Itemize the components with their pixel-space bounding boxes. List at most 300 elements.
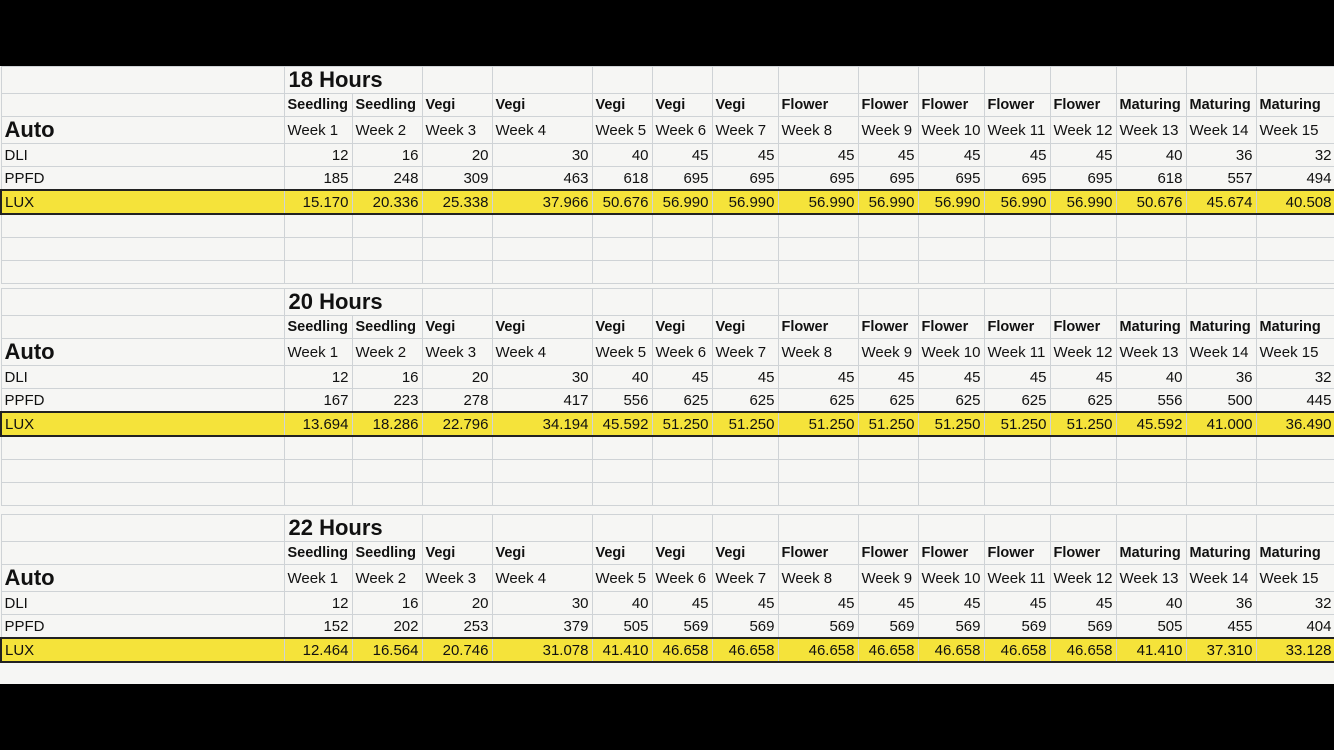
phase-label[interactable]: Maturing <box>1186 542 1256 565</box>
ppfd-value[interactable]: 625 <box>652 389 712 413</box>
dli-value[interactable]: 16 <box>352 366 422 389</box>
empty-cell[interactable] <box>858 238 918 261</box>
empty-cell[interactable] <box>984 483 1050 506</box>
week-label[interactable]: Week 9 <box>858 117 918 144</box>
ppfd-value[interactable]: 494 <box>1256 167 1334 191</box>
phase-label[interactable]: Vegi <box>422 94 492 117</box>
empty-cell[interactable] <box>918 67 984 94</box>
week-label[interactable]: Week 14 <box>1186 117 1256 144</box>
empty-cell[interactable] <box>492 261 592 284</box>
week-label[interactable]: Week 3 <box>422 339 492 366</box>
empty-cell[interactable] <box>778 238 858 261</box>
empty-cell[interactable] <box>858 261 918 284</box>
phase-label[interactable]: Vegi <box>422 542 492 565</box>
table-title[interactable]: 22 Hours <box>284 515 422 542</box>
week-label[interactable]: Week 14 <box>1186 339 1256 366</box>
empty-cell[interactable] <box>984 261 1050 284</box>
empty-cell[interactable] <box>592 515 652 542</box>
phase-label[interactable]: Vegi <box>422 316 492 339</box>
empty-cell[interactable] <box>352 436 422 460</box>
empty-cell[interactable] <box>858 289 918 316</box>
lux-value[interactable]: 51.250 <box>1050 412 1116 436</box>
dli-label[interactable]: DLI <box>1 592 284 615</box>
empty-cell[interactable] <box>1 238 284 261</box>
empty-cell[interactable] <box>858 436 918 460</box>
dli-label[interactable]: DLI <box>1 366 284 389</box>
week-label[interactable]: Week 5 <box>592 339 652 366</box>
empty-cell[interactable] <box>778 67 858 94</box>
empty-cell[interactable] <box>1050 483 1116 506</box>
ppfd-value[interactable]: 625 <box>712 389 778 413</box>
week-label[interactable]: Week 10 <box>918 117 984 144</box>
empty-cell[interactable] <box>712 483 778 506</box>
empty-cell[interactable] <box>652 238 712 261</box>
empty-cell[interactable] <box>1 436 284 460</box>
ppfd-value[interactable]: 505 <box>592 615 652 639</box>
empty-cell[interactable] <box>712 67 778 94</box>
empty-cell[interactable] <box>1256 238 1334 261</box>
empty-cell[interactable] <box>1 316 284 339</box>
ppfd-value[interactable]: 202 <box>352 615 422 639</box>
phase-label[interactable]: Flower <box>918 542 984 565</box>
phase-label[interactable]: Flower <box>858 316 918 339</box>
ppfd-value[interactable]: 505 <box>1116 615 1186 639</box>
week-label[interactable]: Week 15 <box>1256 117 1334 144</box>
empty-cell[interactable] <box>1186 238 1256 261</box>
phase-label[interactable]: Maturing <box>1186 316 1256 339</box>
empty-cell[interactable] <box>984 289 1050 316</box>
empty-cell[interactable] <box>778 483 858 506</box>
dli-value[interactable]: 20 <box>422 592 492 615</box>
lux-value[interactable]: 13.694 <box>284 412 352 436</box>
lux-value[interactable]: 18.286 <box>352 412 422 436</box>
empty-cell[interactable] <box>652 214 712 238</box>
empty-cell[interactable] <box>918 483 984 506</box>
ppfd-value[interactable]: 695 <box>858 167 918 191</box>
empty-cell[interactable] <box>492 214 592 238</box>
week-label[interactable]: Week 7 <box>712 339 778 366</box>
empty-cell[interactable] <box>984 238 1050 261</box>
ppfd-value[interactable]: 152 <box>284 615 352 639</box>
phase-label[interactable]: Maturing <box>1256 542 1334 565</box>
phase-label[interactable]: Flower <box>984 94 1050 117</box>
lux-value[interactable]: 46.658 <box>918 638 984 662</box>
empty-cell[interactable] <box>1186 483 1256 506</box>
empty-cell[interactable] <box>918 261 984 284</box>
ppfd-value[interactable]: 569 <box>652 615 712 639</box>
empty-cell[interactable] <box>778 436 858 460</box>
dli-value[interactable]: 45 <box>778 592 858 615</box>
empty-cell[interactable] <box>1050 214 1116 238</box>
dli-value[interactable]: 45 <box>712 144 778 167</box>
empty-cell[interactable] <box>858 460 918 483</box>
week-label[interactable]: Week 14 <box>1186 565 1256 592</box>
phase-label[interactable]: Vegi <box>712 316 778 339</box>
table-title[interactable]: 20 Hours <box>284 289 422 316</box>
empty-cell[interactable] <box>592 436 652 460</box>
phase-label[interactable]: Flower <box>858 542 918 565</box>
empty-cell[interactable] <box>1256 436 1334 460</box>
empty-cell[interactable] <box>1 261 284 284</box>
auto-label[interactable]: Auto <box>1 117 284 144</box>
lux-label[interactable]: LUX <box>1 190 284 214</box>
empty-cell[interactable] <box>1186 515 1256 542</box>
empty-cell[interactable] <box>284 214 352 238</box>
empty-cell[interactable] <box>712 460 778 483</box>
ppfd-value[interactable]: 167 <box>284 389 352 413</box>
week-label[interactable]: Week 1 <box>284 565 352 592</box>
phase-label[interactable]: Flower <box>778 94 858 117</box>
ppfd-value[interactable]: 248 <box>352 167 422 191</box>
lux-label[interactable]: LUX <box>1 638 284 662</box>
empty-cell[interactable] <box>712 214 778 238</box>
empty-cell[interactable] <box>592 460 652 483</box>
empty-cell[interactable] <box>918 238 984 261</box>
empty-cell[interactable] <box>652 515 712 542</box>
empty-cell[interactable] <box>918 289 984 316</box>
empty-cell[interactable] <box>592 261 652 284</box>
empty-cell[interactable] <box>1116 515 1186 542</box>
week-label[interactable]: Week 6 <box>652 339 712 366</box>
lux-value[interactable]: 22.796 <box>422 412 492 436</box>
week-label[interactable]: Week 1 <box>284 117 352 144</box>
lux-value[interactable]: 12.464 <box>284 638 352 662</box>
empty-cell[interactable] <box>1186 214 1256 238</box>
ppfd-value[interactable]: 618 <box>1116 167 1186 191</box>
lux-value[interactable]: 46.658 <box>652 638 712 662</box>
week-label[interactable]: Week 12 <box>1050 565 1116 592</box>
dli-value[interactable]: 30 <box>492 592 592 615</box>
empty-cell[interactable] <box>592 67 652 94</box>
dli-value[interactable]: 36 <box>1186 366 1256 389</box>
week-label[interactable]: Week 8 <box>778 339 858 366</box>
empty-cell[interactable] <box>352 238 422 261</box>
empty-cell[interactable] <box>984 67 1050 94</box>
lux-value[interactable]: 36.490 <box>1256 412 1334 436</box>
phase-label[interactable]: Maturing <box>1256 94 1334 117</box>
empty-cell[interactable] <box>1256 460 1334 483</box>
empty-cell[interactable] <box>352 460 422 483</box>
dli-value[interactable]: 20 <box>422 144 492 167</box>
ppfd-value[interactable]: 309 <box>422 167 492 191</box>
dli-value[interactable]: 45 <box>778 366 858 389</box>
phase-label[interactable]: Maturing <box>1256 316 1334 339</box>
empty-cell[interactable] <box>712 238 778 261</box>
empty-cell[interactable] <box>1050 515 1116 542</box>
dli-value[interactable]: 12 <box>284 144 352 167</box>
lux-value[interactable]: 46.658 <box>778 638 858 662</box>
empty-cell[interactable] <box>1116 483 1186 506</box>
week-label[interactable]: Week 13 <box>1116 117 1186 144</box>
ppfd-value[interactable]: 417 <box>492 389 592 413</box>
empty-cell[interactable] <box>1 94 284 117</box>
dli-value[interactable]: 32 <box>1256 366 1334 389</box>
lux-value[interactable]: 56.990 <box>778 190 858 214</box>
empty-cell[interactable] <box>1256 214 1334 238</box>
ppfd-value[interactable]: 404 <box>1256 615 1334 639</box>
ppfd-value[interactable]: 253 <box>422 615 492 639</box>
empty-cell[interactable] <box>422 67 492 94</box>
week-label[interactable]: Week 7 <box>712 565 778 592</box>
dli-value[interactable]: 30 <box>492 366 592 389</box>
ppfd-value[interactable]: 569 <box>778 615 858 639</box>
ppfd-value[interactable]: 500 <box>1186 389 1256 413</box>
week-label[interactable]: Week 4 <box>492 117 592 144</box>
empty-cell[interactable] <box>858 515 918 542</box>
empty-cell[interactable] <box>1186 436 1256 460</box>
phase-label[interactable]: Seedling <box>284 542 352 565</box>
phase-label[interactable]: Vegi <box>592 542 652 565</box>
phase-label[interactable]: Flower <box>918 94 984 117</box>
empty-cell[interactable] <box>352 483 422 506</box>
empty-cell[interactable] <box>712 289 778 316</box>
week-label[interactable]: Week 9 <box>858 565 918 592</box>
empty-cell[interactable] <box>778 261 858 284</box>
week-label[interactable]: Week 15 <box>1256 339 1334 366</box>
phase-label[interactable]: Vegi <box>492 94 592 117</box>
lux-value[interactable]: 46.658 <box>1050 638 1116 662</box>
lux-value[interactable]: 41.410 <box>592 638 652 662</box>
phase-label[interactable]: Flower <box>1050 542 1116 565</box>
phase-label[interactable]: Maturing <box>1186 94 1256 117</box>
empty-cell[interactable] <box>1050 261 1116 284</box>
dli-value[interactable]: 30 <box>492 144 592 167</box>
phase-label[interactable]: Flower <box>778 316 858 339</box>
empty-cell[interactable] <box>1 542 284 565</box>
empty-cell[interactable] <box>652 436 712 460</box>
dli-label[interactable]: DLI <box>1 144 284 167</box>
week-label[interactable]: Week 2 <box>352 117 422 144</box>
empty-cell[interactable] <box>592 238 652 261</box>
ppfd-value[interactable]: 625 <box>778 389 858 413</box>
empty-cell[interactable] <box>1116 238 1186 261</box>
empty-cell[interactable] <box>1186 460 1256 483</box>
empty-cell[interactable] <box>1 515 284 542</box>
dli-value[interactable]: 12 <box>284 366 352 389</box>
dli-value[interactable]: 45 <box>858 366 918 389</box>
dli-value[interactable]: 45 <box>1050 144 1116 167</box>
week-label[interactable]: Week 13 <box>1116 565 1186 592</box>
dli-value[interactable]: 36 <box>1186 592 1256 615</box>
lux-value[interactable]: 37.310 <box>1186 638 1256 662</box>
dli-value[interactable]: 45 <box>1050 366 1116 389</box>
ppfd-value[interactable]: 569 <box>984 615 1050 639</box>
dli-value[interactable]: 16 <box>352 592 422 615</box>
empty-cell[interactable] <box>778 460 858 483</box>
empty-cell[interactable] <box>284 436 352 460</box>
week-label[interactable]: Week 8 <box>778 565 858 592</box>
empty-cell[interactable] <box>1256 515 1334 542</box>
ppfd-label[interactable]: PPFD <box>1 615 284 639</box>
ppfd-value[interactable]: 556 <box>1116 389 1186 413</box>
empty-cell[interactable] <box>422 436 492 460</box>
lux-value[interactable]: 56.990 <box>858 190 918 214</box>
ppfd-value[interactable]: 379 <box>492 615 592 639</box>
empty-cell[interactable] <box>284 460 352 483</box>
empty-cell[interactable] <box>652 289 712 316</box>
lux-value[interactable]: 16.564 <box>352 638 422 662</box>
empty-cell[interactable] <box>778 515 858 542</box>
lux-value[interactable]: 41.000 <box>1186 412 1256 436</box>
empty-cell[interactable] <box>1186 261 1256 284</box>
week-label[interactable]: Week 4 <box>492 565 592 592</box>
dli-value[interactable]: 45 <box>652 366 712 389</box>
ppfd-value[interactable]: 556 <box>592 389 652 413</box>
ppfd-label[interactable]: PPFD <box>1 389 284 413</box>
empty-cell[interactable] <box>492 483 592 506</box>
lux-value[interactable]: 45.592 <box>592 412 652 436</box>
empty-cell[interactable] <box>492 436 592 460</box>
empty-cell[interactable] <box>858 483 918 506</box>
lux-value[interactable]: 37.966 <box>492 190 592 214</box>
lux-value[interactable]: 45.674 <box>1186 190 1256 214</box>
empty-cell[interactable] <box>918 515 984 542</box>
empty-cell[interactable] <box>1050 289 1116 316</box>
ppfd-value[interactable]: 695 <box>984 167 1050 191</box>
dli-value[interactable]: 40 <box>592 144 652 167</box>
dli-value[interactable]: 45 <box>858 592 918 615</box>
ppfd-value[interactable]: 695 <box>778 167 858 191</box>
week-label[interactable]: Week 3 <box>422 117 492 144</box>
phase-label[interactable]: Flower <box>778 542 858 565</box>
empty-cell[interactable] <box>1116 436 1186 460</box>
ppfd-value[interactable]: 278 <box>422 389 492 413</box>
ppfd-value[interactable]: 695 <box>918 167 984 191</box>
lux-value[interactable]: 56.990 <box>918 190 984 214</box>
dli-value[interactable]: 16 <box>352 144 422 167</box>
lux-value[interactable]: 41.410 <box>1116 638 1186 662</box>
empty-cell[interactable] <box>592 214 652 238</box>
dli-value[interactable]: 12 <box>284 592 352 615</box>
empty-cell[interactable] <box>712 515 778 542</box>
phase-label[interactable]: Maturing <box>1116 316 1186 339</box>
empty-cell[interactable] <box>1050 67 1116 94</box>
empty-cell[interactable] <box>284 238 352 261</box>
week-label[interactable]: Week 15 <box>1256 565 1334 592</box>
lux-value[interactable]: 40.508 <box>1256 190 1334 214</box>
table-title[interactable]: 18 Hours <box>284 67 422 94</box>
empty-cell[interactable] <box>422 238 492 261</box>
empty-cell[interactable] <box>778 214 858 238</box>
empty-cell[interactable] <box>422 214 492 238</box>
empty-cell[interactable] <box>652 460 712 483</box>
ppfd-value[interactable]: 625 <box>1050 389 1116 413</box>
empty-cell[interactable] <box>284 261 352 284</box>
lux-value[interactable]: 20.746 <box>422 638 492 662</box>
empty-cell[interactable] <box>492 289 592 316</box>
empty-cell[interactable] <box>1050 238 1116 261</box>
lux-value[interactable]: 51.250 <box>712 412 778 436</box>
week-label[interactable]: Week 1 <box>284 339 352 366</box>
dli-value[interactable]: 40 <box>592 592 652 615</box>
week-label[interactable]: Week 8 <box>778 117 858 144</box>
ppfd-value[interactable]: 557 <box>1186 167 1256 191</box>
empty-cell[interactable] <box>1 460 284 483</box>
ppfd-value[interactable]: 569 <box>712 615 778 639</box>
empty-cell[interactable] <box>492 460 592 483</box>
lux-value[interactable]: 51.250 <box>778 412 858 436</box>
week-label[interactable]: Week 2 <box>352 565 422 592</box>
empty-cell[interactable] <box>352 261 422 284</box>
empty-cell[interactable] <box>1116 261 1186 284</box>
dli-value[interactable]: 32 <box>1256 144 1334 167</box>
empty-cell[interactable] <box>592 289 652 316</box>
week-label[interactable]: Week 10 <box>918 565 984 592</box>
ppfd-value[interactable]: 185 <box>284 167 352 191</box>
ppfd-value[interactable]: 625 <box>984 389 1050 413</box>
ppfd-value[interactable]: 223 <box>352 389 422 413</box>
week-label[interactable]: Week 5 <box>592 117 652 144</box>
empty-cell[interactable] <box>1186 289 1256 316</box>
dli-value[interactable]: 45 <box>778 144 858 167</box>
lux-value[interactable]: 33.128 <box>1256 638 1334 662</box>
empty-cell[interactable] <box>918 460 984 483</box>
auto-label[interactable]: Auto <box>1 565 284 592</box>
empty-cell[interactable] <box>712 261 778 284</box>
lux-value[interactable]: 50.676 <box>592 190 652 214</box>
empty-cell[interactable] <box>1186 67 1256 94</box>
week-label[interactable]: Week 12 <box>1050 339 1116 366</box>
dli-value[interactable]: 45 <box>652 144 712 167</box>
empty-cell[interactable] <box>652 483 712 506</box>
empty-cell[interactable] <box>422 261 492 284</box>
phase-label[interactable]: Seedling <box>352 542 422 565</box>
phase-label[interactable]: Flower <box>984 542 1050 565</box>
dli-value[interactable]: 40 <box>592 366 652 389</box>
phase-label[interactable]: Vegi <box>652 316 712 339</box>
empty-cell[interactable] <box>592 483 652 506</box>
ppfd-value[interactable]: 695 <box>712 167 778 191</box>
empty-cell[interactable] <box>858 67 918 94</box>
dli-value[interactable]: 45 <box>984 592 1050 615</box>
lux-label[interactable]: LUX <box>1 412 284 436</box>
ppfd-value[interactable]: 569 <box>918 615 984 639</box>
week-label[interactable]: Week 7 <box>712 117 778 144</box>
phase-label[interactable]: Vegi <box>592 316 652 339</box>
phase-label[interactable]: Vegi <box>712 94 778 117</box>
lux-value[interactable]: 46.658 <box>984 638 1050 662</box>
empty-cell[interactable] <box>1256 261 1334 284</box>
phase-label[interactable]: Flower <box>1050 316 1116 339</box>
phase-label[interactable]: Vegi <box>712 542 778 565</box>
empty-cell[interactable] <box>1050 436 1116 460</box>
week-label[interactable]: Week 11 <box>984 117 1050 144</box>
lux-value[interactable]: 56.990 <box>1050 190 1116 214</box>
ppfd-value[interactable]: 569 <box>858 615 918 639</box>
dli-value[interactable]: 40 <box>1116 592 1186 615</box>
week-label[interactable]: Week 10 <box>918 339 984 366</box>
empty-cell[interactable] <box>284 483 352 506</box>
dli-value[interactable]: 45 <box>984 144 1050 167</box>
empty-cell[interactable] <box>918 436 984 460</box>
empty-cell[interactable] <box>918 214 984 238</box>
dli-value[interactable]: 45 <box>652 592 712 615</box>
phase-label[interactable]: Vegi <box>492 542 592 565</box>
week-label[interactable]: Week 12 <box>1050 117 1116 144</box>
dli-value[interactable]: 20 <box>422 366 492 389</box>
week-label[interactable]: Week 3 <box>422 565 492 592</box>
ppfd-value[interactable]: 695 <box>1050 167 1116 191</box>
empty-cell[interactable] <box>492 238 592 261</box>
phase-label[interactable]: Flower <box>858 94 918 117</box>
dli-value[interactable]: 36 <box>1186 144 1256 167</box>
dli-value[interactable]: 45 <box>918 144 984 167</box>
empty-cell[interactable] <box>422 515 492 542</box>
dli-value[interactable]: 45 <box>918 592 984 615</box>
week-label[interactable]: Week 11 <box>984 339 1050 366</box>
empty-cell[interactable] <box>652 261 712 284</box>
lux-value[interactable]: 25.338 <box>422 190 492 214</box>
